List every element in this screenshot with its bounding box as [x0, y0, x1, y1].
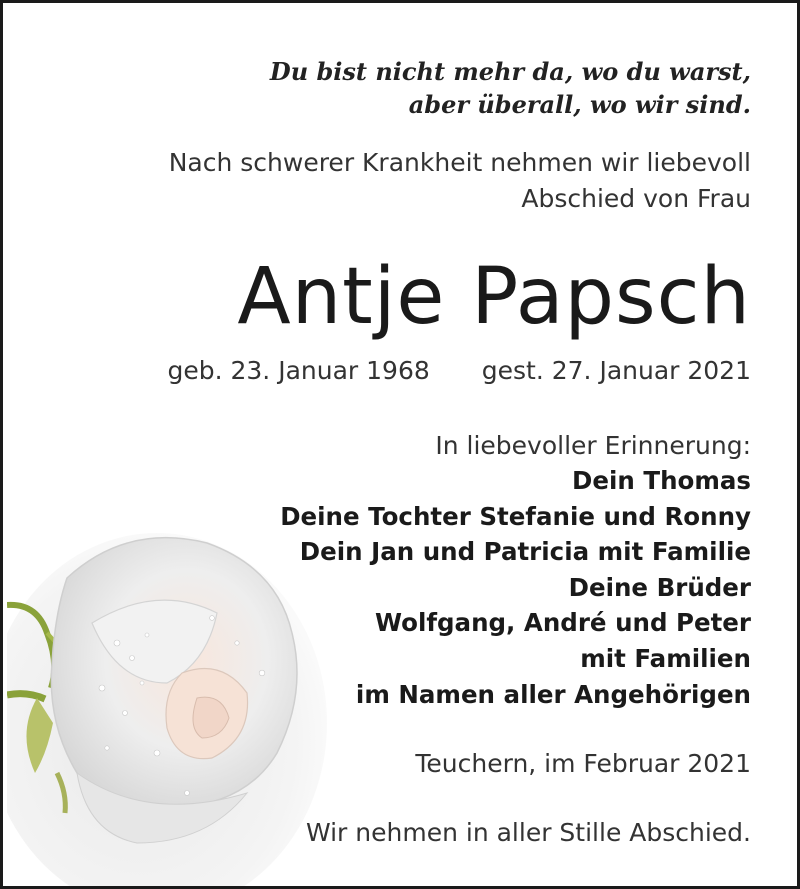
quote-line-1: Du bist nicht mehr da, wo du warst,: [269, 57, 751, 86]
memorial-quote: [270, 55, 751, 121]
deceased-name: Antje Papsch: [237, 252, 751, 342]
mourner-line: Deine Tochter Stefanie und Ronny: [280, 501, 751, 531]
intro-line-2: Abschied von Frau: [521, 184, 751, 213]
mourner-line: Deine Brüder: [568, 572, 751, 602]
mourner-line: Dein Jan und Patricia mit Familie: [299, 537, 751, 567]
death-date: gest. 27. Januar 2021: [481, 356, 751, 385]
mourners-list: [280, 463, 751, 712]
white-rose-image: [7, 523, 327, 889]
life-dates: [167, 354, 751, 388]
birth-date: geb. 23. Januar 1968: [167, 356, 430, 385]
place-date: Teuchern, im Februar 2021: [415, 749, 751, 778]
mourner-line: im Namen aller Angehörigen: [355, 679, 751, 709]
intro-line-1: Nach schwerer Krankheit nehmen wir liebevoll: [168, 148, 751, 177]
intro-text: [169, 145, 751, 217]
mourner-line: Dein Thomas: [572, 466, 751, 495]
mourner-line: mit Familien: [580, 643, 751, 673]
mourner-line: Wolfgang, André und Peter: [374, 608, 751, 638]
memory-label: In liebevoller Erinnerung:: [435, 431, 751, 460]
closing-line: Wir nehmen in aller Stille Abschied.: [305, 818, 751, 847]
quote-line-2: aber überall, wo wir sind.: [408, 90, 751, 119]
